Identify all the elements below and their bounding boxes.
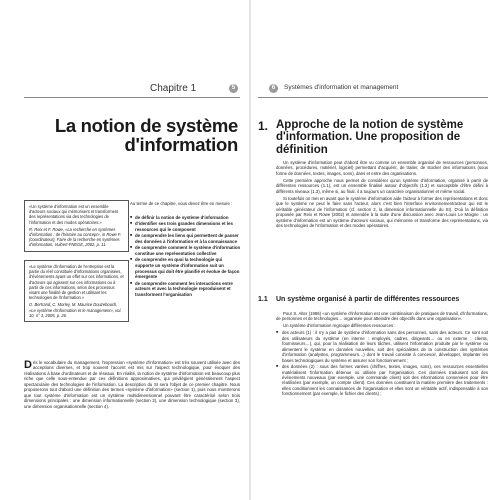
header-rule [258,97,488,98]
running-header: Systèmes d'information et management [284,84,399,91]
right-page [251,0,500,500]
objective-item: ■ de comprendre comment les interactions entre acteurs et avec la technologie reproduisent et transforment l'organisation [130,281,242,298]
page-number-badge: 5 [229,84,238,93]
list-item: ■ des acteurs (1) : il n'y a pas de système d'information sans des personnes, sans des acteurs. Ce sont soit des utilisateurs du système (en interne : employés, cadres, dirigeants… ou en externe : clients, fournisseurs…), qui, pour la réalisation de leurs tâches, utilisent l'information produite par le système ou alimentent le système en données nouvelles, soit des spécialistes de la construction des systèmes d'information (analystes, programmeurs…) dont le travail consiste à concevoir, développer, implanter les bases technologiques du système et assurer son fonctionnement ; [276,330,488,363]
paragraph: Cette première approche nous permet de considérer qu'un système d'information, organisé à partir de différentes ressources (1.1), est un ensemble finalisé autour d'objectifs (1.2) et susceptible d'être défini à différents niveaux (1.3), même si, au final, il a toujours un caractère organisationnel et même social. [276,177,488,194]
quote-box [24,260,129,322]
paragraph: Pour S. Alter (1996) «un système d'information est une combinaison de pratiques de travail, d'informations, de personnes et de technologies… organisée pour atteindre des objectifs dans une organisation». [276,311,488,322]
header-rule [24,97,240,98]
quote-box [24,200,129,252]
subsection-number: 1.1 [258,296,268,303]
section-title: Approche de la notion de système d'information. Une proposition de définition [276,119,464,156]
quote-author: R. Reix et F. Rowe, «La recherche en systèmes d'information : de l'histoire au concept», in Rowe F. (coordinateur), Faire de la recherche en systèmes d'information, Vuibert-FNEGE, 2002, p. 11. [29,226,122,248]
quote-author: O. Bertrand, C. Morley, M. Maurice Douzebouch, «Le système d'information et le management», vol. 10, n° 3, 2005, p. 26. [29,302,122,318]
chapter-title: La notion de système d'information [54,115,238,155]
section-number: 1. [258,119,269,133]
objective-item: ■ de comprendre comment le système d'information constitue une représentation collective [130,245,242,256]
page-number-badge: 6 [269,84,278,93]
quote-text: «Le système d'information de l'entreprise est la partie du réel constituée d'informations organisées, d'événements ayant un effet sur ces informations, et d'acteurs qui agissent sur ces informations ou à partir de ces informations, selon des processus visant une finalité de gestion et utilisant les technologies de l'information.» [29,264,124,301]
paragraph: Un système d'information regroupe différentes ressources : [283,323,396,329]
resources-list [276,330,488,396]
paragraph: Si toutefois on met en avant que le système d'information aide l'acteur à former des représentations et donc que le système ne peut le faire sans l'acteur, alors c'est bien l'interface environnement/acteur qui est le véritable générateur de l'information (cf. section 2, la dimension informationnelle du SI). D'où la définition proposée par Reix et Rowe (2002) et amendée à la suite d'une discussion avec Jean-Louis Le Moigne : un système d'information est un système d'acteurs sociaux, qui mémorise et transforme des représentations, via des technologies de l'information et des modes opératoires. [276,195,488,228]
quote-text: «Un système d'information est un ensemble d'acteurs sociaux qui mémorisent et transforment des représentations via des technologies de l'information et des modes opératoires.» [29,204,119,225]
objective-item: ■ de définir la notion de système d'information [130,215,242,221]
subsection-body [276,311,488,398]
chapter-label: Chapitre 1 [150,83,197,94]
section-body [276,160,488,230]
objective-item: ■ de comprendre en quoi la technologie qui supporte un système d'information suit un processus qui doit être planifié et évolue de façon émergente [130,257,242,279]
list-item: ■ des données (2) : sous des formes variées (chiffres, textes, images, sons), ces ressources essentielles matérialisent l'information détenue ou utilisée par l'organisation. Ces données traduisent soit des événements nouveaux (par exemple, une commande client) soit des informations conservées pour être réutilisées (par exemple, un compte client). Ces données constituent la matière première des traitements : elles conditionnent les connaissances de l'organisation et elles sont un véritable actif, indispensable à son fonctionnement (par exemple, le fichier des clients) ; [276,364,488,397]
drop-cap: D [24,359,32,371]
objective-item: ■ d'identifier ses trois grandes dimensions et les ressources qui le composent [130,221,242,232]
intro-paragraph [24,360,240,409]
objective-item: ■ de comprendre les liens qui permettent de passer des données à l'information et à la connaissance [130,233,242,244]
objectives-list [130,215,242,298]
objectives-intro: Au terme de ce chapitre, vous devez être en mesure : [130,201,233,206]
paragraph: Un système d'information peut d'abord être vu comme un ensemble organisé de ressources (personnes, données, procédures, matériel, logiciel) permettant d'acquérir, de traiter, de stocker des informations (sous forme de données, textes, images, sons), dans et entre des organisations. [276,160,488,176]
body-text: ès le vocabulaire du management, l'expression «système d'information» est très souvent utilisée avec des acceptions diverses, et trop souvent l'accent est mis sur l'aspect technologique, pour évoquer des réalisations à base d'ordinateurs et de réseaux. En réalité, la notion de système d'information est beaucoup plus riche que celle sous-entendue par ces définitions approximatives, qui privilégient généralement l'aspect spectaculaire des technologies de l'information. La description du SI sera l'objet de ce premier chapitre. Nous proposerons tout d'abord une définition des termes «système d'information» (section 1), puis nous montrerons que tout système d'information est un système multidimensionnel pouvant être caractérisé selon trois dimensions principales : une dimension informationnelle (section 2), une dimension technologique (section 3), une dimension organisationnelle (section 4). [24,360,240,409]
subsection-title: Un système organisé à partir de différentes ressources [276,296,460,303]
